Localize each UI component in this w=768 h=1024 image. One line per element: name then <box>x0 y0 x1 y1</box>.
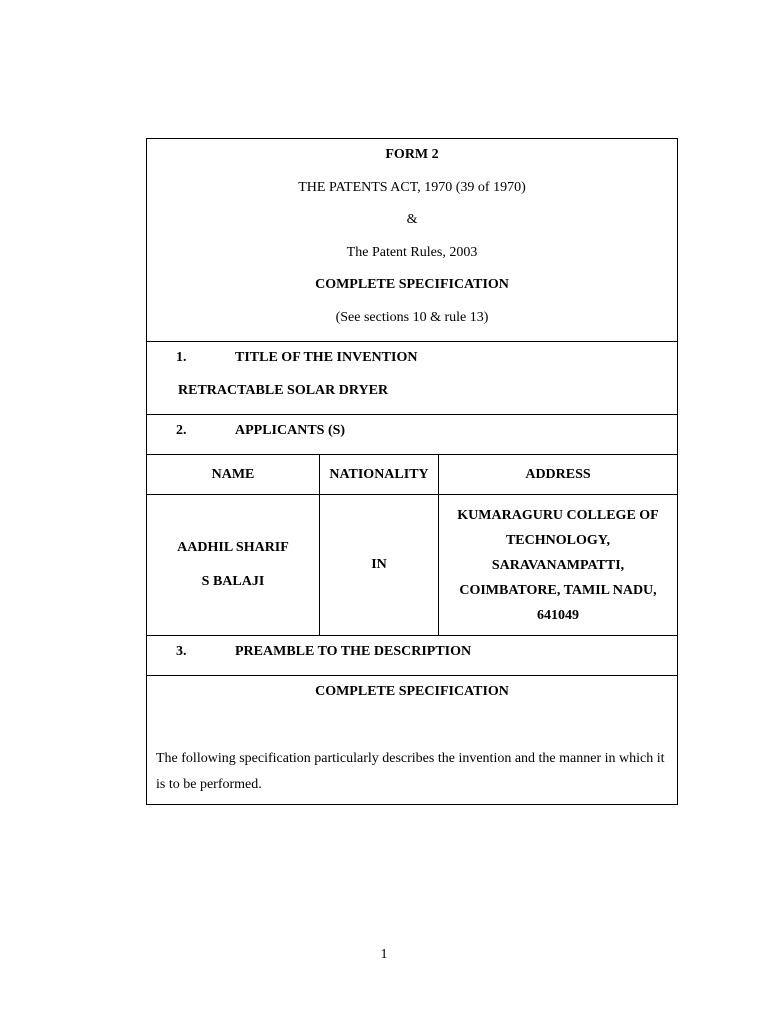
patent-form-table <box>146 138 678 805</box>
specification-heading: COMPLETE SPECIFICATION <box>315 684 509 699</box>
title-label: TITLE OF THE INVENTION <box>235 350 418 365</box>
applicant-names <box>147 495 320 636</box>
form-number: FORM 2 <box>385 147 439 162</box>
applicants-heading <box>147 423 345 439</box>
ampersand: & <box>406 212 418 227</box>
preamble-label: PREAMBLE TO THE DESCRIPTION <box>235 644 472 659</box>
column-header-nationality: NATIONALITY <box>320 455 439 495</box>
address-line: KUMARAGURU COLLEGE OF <box>457 507 659 523</box>
column-header-name: NAME <box>147 455 320 495</box>
address-line: COIMBATORE, TAMIL NADU, <box>459 582 657 598</box>
invention-title: RETRACTABLE SOLAR DRYER <box>178 383 389 398</box>
address-line: 641049 <box>537 607 579 623</box>
patent-rules: The Patent Rules, 2003 <box>346 245 478 260</box>
complete-specification-title: COMPLETE SPECIFICATION <box>315 277 509 292</box>
preamble-number: 3. <box>176 644 187 659</box>
applicants-section <box>147 415 678 455</box>
applicant-name: AADHIL SHARIF <box>177 540 289 555</box>
applicant-address <box>439 495 678 636</box>
specification-text: The following specification particularly describes the invention and the manner in which it is to be performed. <box>156 751 665 792</box>
title-section <box>147 342 678 415</box>
applicant-nationality: IN <box>320 495 439 636</box>
applicants-number: 2. <box>176 423 187 438</box>
applicants-label: APPLICANTS (S) <box>235 423 346 438</box>
preamble-section <box>147 636 678 676</box>
specification-body <box>147 676 678 805</box>
patents-act: THE PATENTS ACT, 1970 (39 of 1970) <box>298 180 526 195</box>
title-heading <box>147 350 417 366</box>
address-line: TECHNOLOGY, <box>505 532 611 548</box>
title-number: 1. <box>176 350 187 365</box>
page-number: 1 <box>380 947 388 962</box>
address-line: SARAVANAMPATTI, <box>491 557 625 573</box>
column-header-address: ADDRESS <box>439 455 678 495</box>
applicant-name: S BALAJI <box>201 574 265 589</box>
preamble-heading <box>147 644 471 660</box>
sections-reference: (See sections 10 & rule 13) <box>335 310 489 325</box>
form-header <box>147 139 678 342</box>
